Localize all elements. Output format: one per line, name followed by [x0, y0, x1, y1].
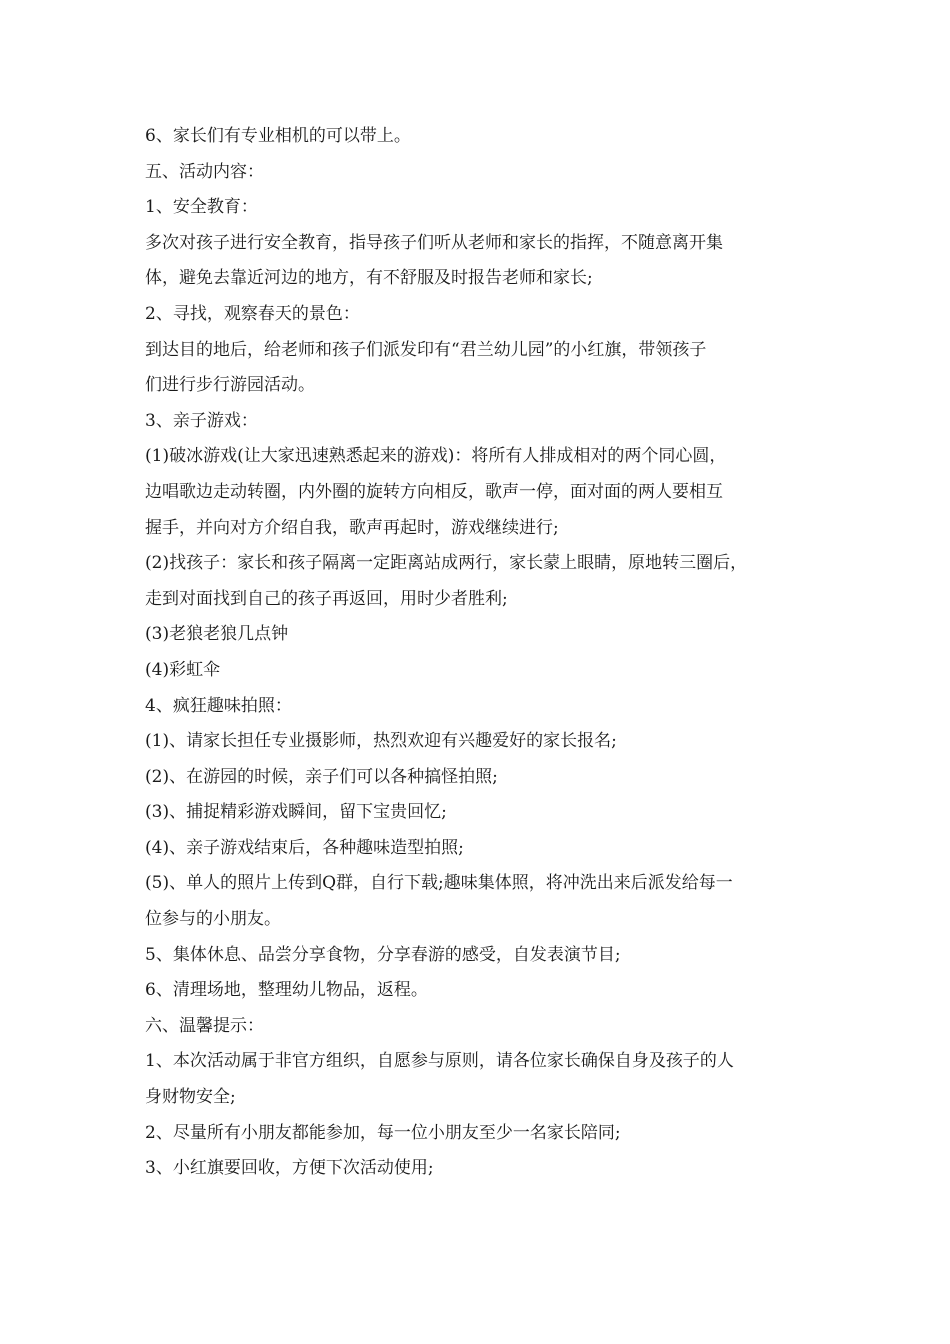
text-line: 走到对面找到自己的孩子再返回，用时少者胜利;: [145, 588, 508, 609]
text-line: 6、家长们有专业相机的可以带上。: [145, 126, 411, 146]
text-line: (2)找孩子：家长和孩子隔离一定距离站成两行，家长蒙上眼睛，原地转三圈后，: [145, 553, 748, 574]
section-heading: 六、温馨提示：: [145, 1015, 264, 1036]
subsection-heading: 2、寻找，观察春天的景色：: [145, 303, 360, 324]
text-line: 多次对孩子进行安全教育，指导孩子们听从老师和家长的指挥，不随意离开集: [145, 232, 723, 253]
text-line: (5)、单人的照片上传到Q群，自行下载;趣味集体照，将冲洗出来后派发给每一: [145, 873, 733, 894]
text-line: 身财物安全;: [145, 1087, 236, 1108]
text-line: 6、清理场地，整理幼儿物品，返程。: [145, 980, 428, 1001]
text-line: 1、本次活动属于非官方组织，自愿参与原则，请各位家长确保自身及孩子的人: [145, 1051, 734, 1072]
text-line: (3)老狼老狼几点钟: [145, 624, 289, 645]
text-line: (2)、在游园的时候，亲子们可以各种搞怪拍照;: [145, 766, 498, 787]
subsection-heading: 3、亲子游戏：: [145, 410, 258, 431]
text-line: 边唱歌边走动转圈，内外圈的旋转方向相反，歌声一停，面对面的两人要相互: [145, 481, 723, 502]
document-body: [145, 119, 825, 1187]
text-line: 5、集体休息、品尝分享食物，分享春游的感受，自发表演节目;: [145, 944, 621, 965]
text-line: 到达目的地后，给老师和孩子们派发印有“君兰幼儿园”的小红旗，带领孩子: [145, 339, 707, 360]
subsection-heading: 4、疯狂趣味拍照：: [145, 695, 292, 716]
subsection-heading: 1、安全教育：: [145, 197, 258, 218]
text-line: (1)破冰游戏(让大家迅速熟悉起来的游戏)：将所有人排成相对的两个同心圆，: [145, 446, 727, 467]
text-line: 们进行步行游园活动。: [145, 375, 315, 396]
text-line: 3、小红旗要回收，方便下次活动使用;: [145, 1158, 434, 1179]
section-heading: 五、活动内容：: [145, 161, 264, 182]
text-line: 2、尽量所有小朋友都能参加，每一位小朋友至少一名家长陪同;: [145, 1122, 621, 1143]
text-line: 体，避免去靠近河边的地方，有不舒服及时报告老师和家长;: [145, 268, 593, 289]
text-line: 握手，并向对方介绍自我，歌声再起时，游戏继续进行;: [145, 517, 559, 538]
text-line: (4)彩虹伞: [145, 659, 221, 680]
text-line: (4)、亲子游戏结束后，各种趣味造型拍照;: [145, 837, 464, 858]
text-line: (3)、捕捉精彩游戏瞬间，留下宝贵回忆;: [145, 802, 447, 823]
text-line: (1)、请家长担任专业摄影师，热烈欢迎有兴趣爱好的家长报名;: [145, 731, 617, 752]
text-line: 位参与的小朋友。: [145, 909, 281, 930]
